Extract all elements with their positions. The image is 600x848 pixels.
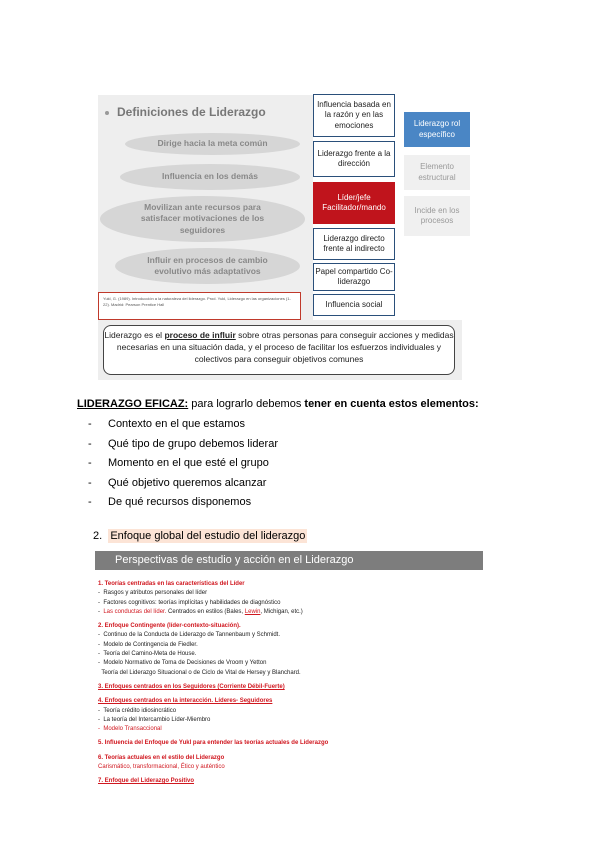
concept-box-direct-indirect: Liderazgo directo frente al indirecto [313, 228, 395, 260]
list-item: - Factores cognitivos: teorías implícitas y habilidades de diagnóstico [98, 599, 281, 606]
concept-box-leader-boss: Líder/jefe Facilitador/mando [313, 182, 395, 224]
list-item: - Teoría del Camino-Meta de House. [98, 651, 197, 658]
bullet-dot-icon [105, 111, 109, 115]
perspective-3-title: 3. Enfoques centrados en los Seguidores (Corriente Débil-Fuerte) [98, 683, 285, 690]
side-box-structural: Elemento estructural [404, 155, 470, 190]
side-box-processes: Incide en los procesos [404, 196, 470, 236]
reference-citation: Yukl, G. (1989). Introducción a la naturaleza del liderazgo. Prod. Yukl, Liderazgo en las organizaciones (1-22). Madrid: Pearson Prentice Hall [98, 292, 301, 320]
section-2-heading: 2. Enfoque global del estudio del liderazgo [93, 530, 306, 542]
list-item: - Qué tipo de grupo debemos liderar [88, 437, 278, 450]
effective-leadership-lead: LIDERAZGO EFICAZ: para lograrlo debemos tener en cuenta estos elementos: [77, 398, 479, 410]
perspective-2-title: 2. Enfoque Contingente (líder-contexto-situación). [98, 623, 241, 630]
definition-oval-2: Influencia en los demás [120, 164, 300, 190]
list-item: - Modelo de Contingencia de Fiedler. [98, 641, 198, 648]
elements-list [88, 415, 278, 513]
side-box-specific-role: Liderazgo rol específico [404, 112, 470, 147]
list-item: - De qué recursos disponemos [88, 496, 252, 508]
concept-box-shared-role: Papel compartido Co-liderazgo [313, 263, 395, 291]
perspective-4-title: 4. Enfoques centrados en la interacción. Líderes- Seguidores [98, 698, 273, 705]
list-item: - Continuo de la Conducta de Liderazgo de Tannenbaum y Schmidt. [98, 632, 281, 639]
concept-box-reason-emotion: Influencia basada en la razón y en las emociones [313, 94, 395, 137]
definition-oval-3: Movilizan ante recursos para satisfacer motivaciones de los seguidores [100, 196, 305, 242]
perspective-5-title: 5. Influencia del Enfoque de Yukl para entender las teorías actuales de Liderazgo [98, 740, 329, 747]
definitions-slide-title: Definiciones de Liderazgo [105, 105, 266, 119]
concept-box-leadership-vs-direction: Liderazgo frente a la dirección [313, 141, 395, 177]
perspectives-content [98, 580, 328, 787]
list-item: - Momento en el que esté el grupo [88, 457, 269, 469]
definition-oval-1: Dirige hacia la meta común [125, 133, 300, 155]
perspective-6-title: 6. Teorías actuales en el estilo del Liderazgo [98, 754, 225, 761]
leadership-definition: Liderazgo es el proceso de influir sobre otras personas para conseguir acciones y medidas necesarias en una situación dada, y el proceso de facilitar los esfuerzos individuales y colectivos para conseguir objetivos comunes [103, 325, 455, 375]
list-item: - Modelo Normativo de Toma de Decisiones de Vroom y Yetton [98, 660, 267, 667]
perspective-7-title: 7. Enfoque del Liderazgo Positivo [98, 778, 195, 785]
list-item: - Rasgos y atributos personales del líder [98, 590, 208, 597]
list-item: - Modelo Transaccional [98, 726, 162, 733]
list-item: Teoría del Liderazgo Situacional o de Ciclo de Vital de Hersey y Blanchard. [101, 669, 301, 676]
list-item: - La teoría del Intercambio Líder-Miembro [98, 716, 211, 723]
list-item: - Qué objetivo queremos alcanzar [88, 476, 267, 489]
list-item: - Las conductas del líder. Centrados en estilos (Bales, Lewin, Michigan, etc.) [98, 608, 303, 615]
list-item: - Contexto en el que estamos [88, 418, 245, 430]
perspective-6-subtitle: Carismático, transformacional, Ético y auténtico [98, 764, 225, 771]
list-item: - Teoría crédito idiosincrático [98, 707, 177, 714]
perspective-1-title: 1. Teorías centradas en las características del Líder [98, 581, 245, 587]
definition-oval-4: Influir en procesos de cambio evolutivo más adaptativos [115, 248, 300, 284]
perspectives-banner: Perspectivas de estudio y acción en el Liderazgo [95, 551, 483, 570]
concept-box-social-influence: Influencia social [313, 294, 395, 316]
